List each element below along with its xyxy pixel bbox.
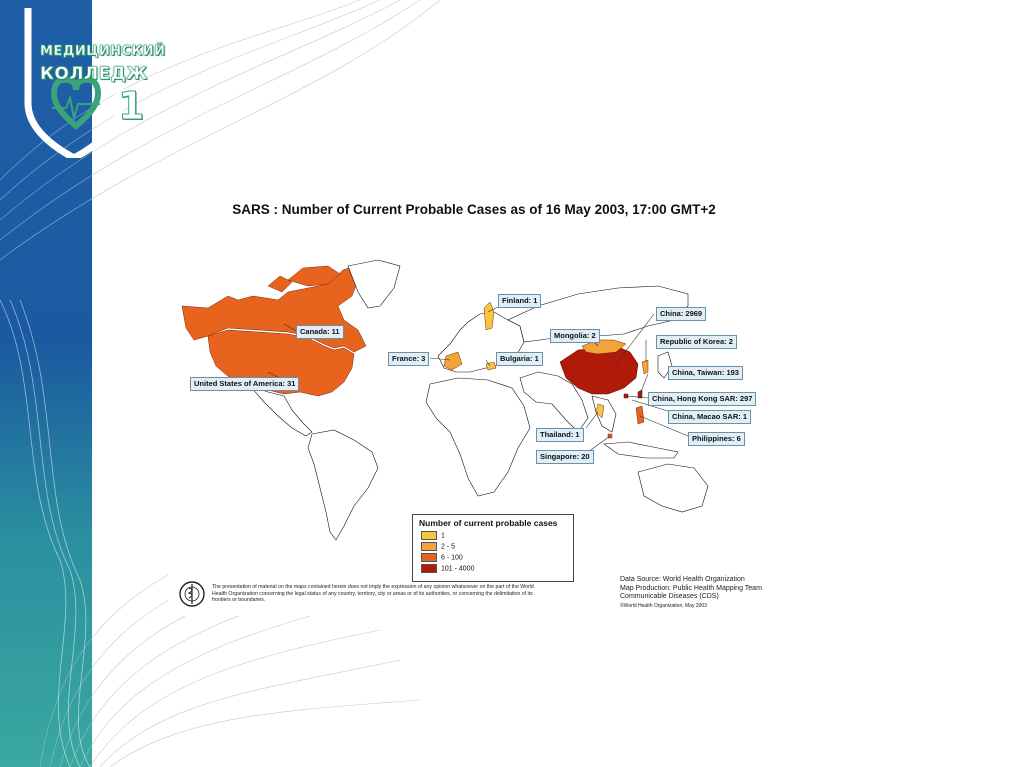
legend-label: 101 - 4000	[441, 565, 475, 573]
korea	[642, 360, 648, 374]
indonesia	[604, 442, 678, 458]
legend-item	[421, 553, 463, 562]
legend-swatch	[421, 531, 437, 540]
south-america	[308, 430, 378, 540]
callout-france: France: 3	[388, 352, 429, 366]
callout-thailand: Thailand: 1	[536, 428, 584, 442]
africa	[426, 378, 530, 496]
australia	[638, 464, 708, 512]
source-line2: Map Production: Public Health Mapping Team	[620, 584, 762, 592]
callout-usa: United States of America: 31	[190, 377, 299, 391]
sars-map-figure	[168, 196, 780, 616]
legend-title: Number of current probable cases	[419, 518, 558, 528]
legend-label: 1	[441, 532, 445, 540]
callout-hongkong: China, Hong Kong SAR: 297	[648, 392, 756, 406]
legend-label: 2 - 5	[441, 543, 456, 551]
callout-finland: Finland: 1	[498, 294, 541, 308]
logo-line2: КОЛЛЕДЖ	[40, 64, 148, 84]
map-source	[620, 576, 790, 610]
callout-korea: Republic of Korea: 2	[656, 335, 737, 349]
southeast-asia	[592, 396, 616, 432]
finland	[484, 302, 494, 330]
callout-taiwan: China, Taiwan: 193	[668, 366, 743, 380]
map-legend	[412, 514, 574, 582]
legend-label: 6 - 100	[441, 554, 463, 562]
legend-item	[421, 564, 474, 573]
callout-philippines: Philippines: 6	[688, 432, 745, 446]
map-title: SARS : Number of Current Probable Cases as of 16 May 2003, 17:00 GMT+2	[232, 202, 716, 217]
callout-mongolia: Mongolia: 2	[550, 329, 600, 343]
legend-swatch	[421, 553, 437, 562]
greenland	[348, 260, 400, 308]
source-line4: ©World Health Organization, May 2003	[620, 602, 707, 609]
legend-swatch	[421, 564, 437, 573]
who-emblem-icon	[178, 580, 206, 608]
legend-item	[421, 542, 455, 551]
legend-item	[421, 531, 445, 540]
map-disclaimer: The presentation of material on the maps contained herein does not imply the expression of any opinion whatsoever on the part of the World Health Organization concerning the legal status of any country, territory, city or areas or of its authorities, or concerning the delimitation of its frontiers or boundaries.	[212, 584, 534, 603]
callout-china: China: 2969	[656, 307, 706, 321]
logo-line1: МЕДИЦИНСКИЙ	[40, 44, 166, 59]
logo-number: 1	[118, 84, 145, 128]
callout-canada: Canada: 11	[296, 325, 344, 339]
legend-swatch	[421, 542, 437, 551]
source-line3: Communicable Diseases (CDS)	[620, 593, 719, 600]
callout-singapore: Singapore: 20	[536, 450, 594, 464]
callout-macao: China, Macao SAR: 1	[668, 410, 751, 424]
callout-bulgaria: Bulgaria: 1	[496, 352, 543, 366]
philippines	[636, 406, 644, 424]
source-line1: Data Source: World Health Organization	[620, 576, 745, 583]
